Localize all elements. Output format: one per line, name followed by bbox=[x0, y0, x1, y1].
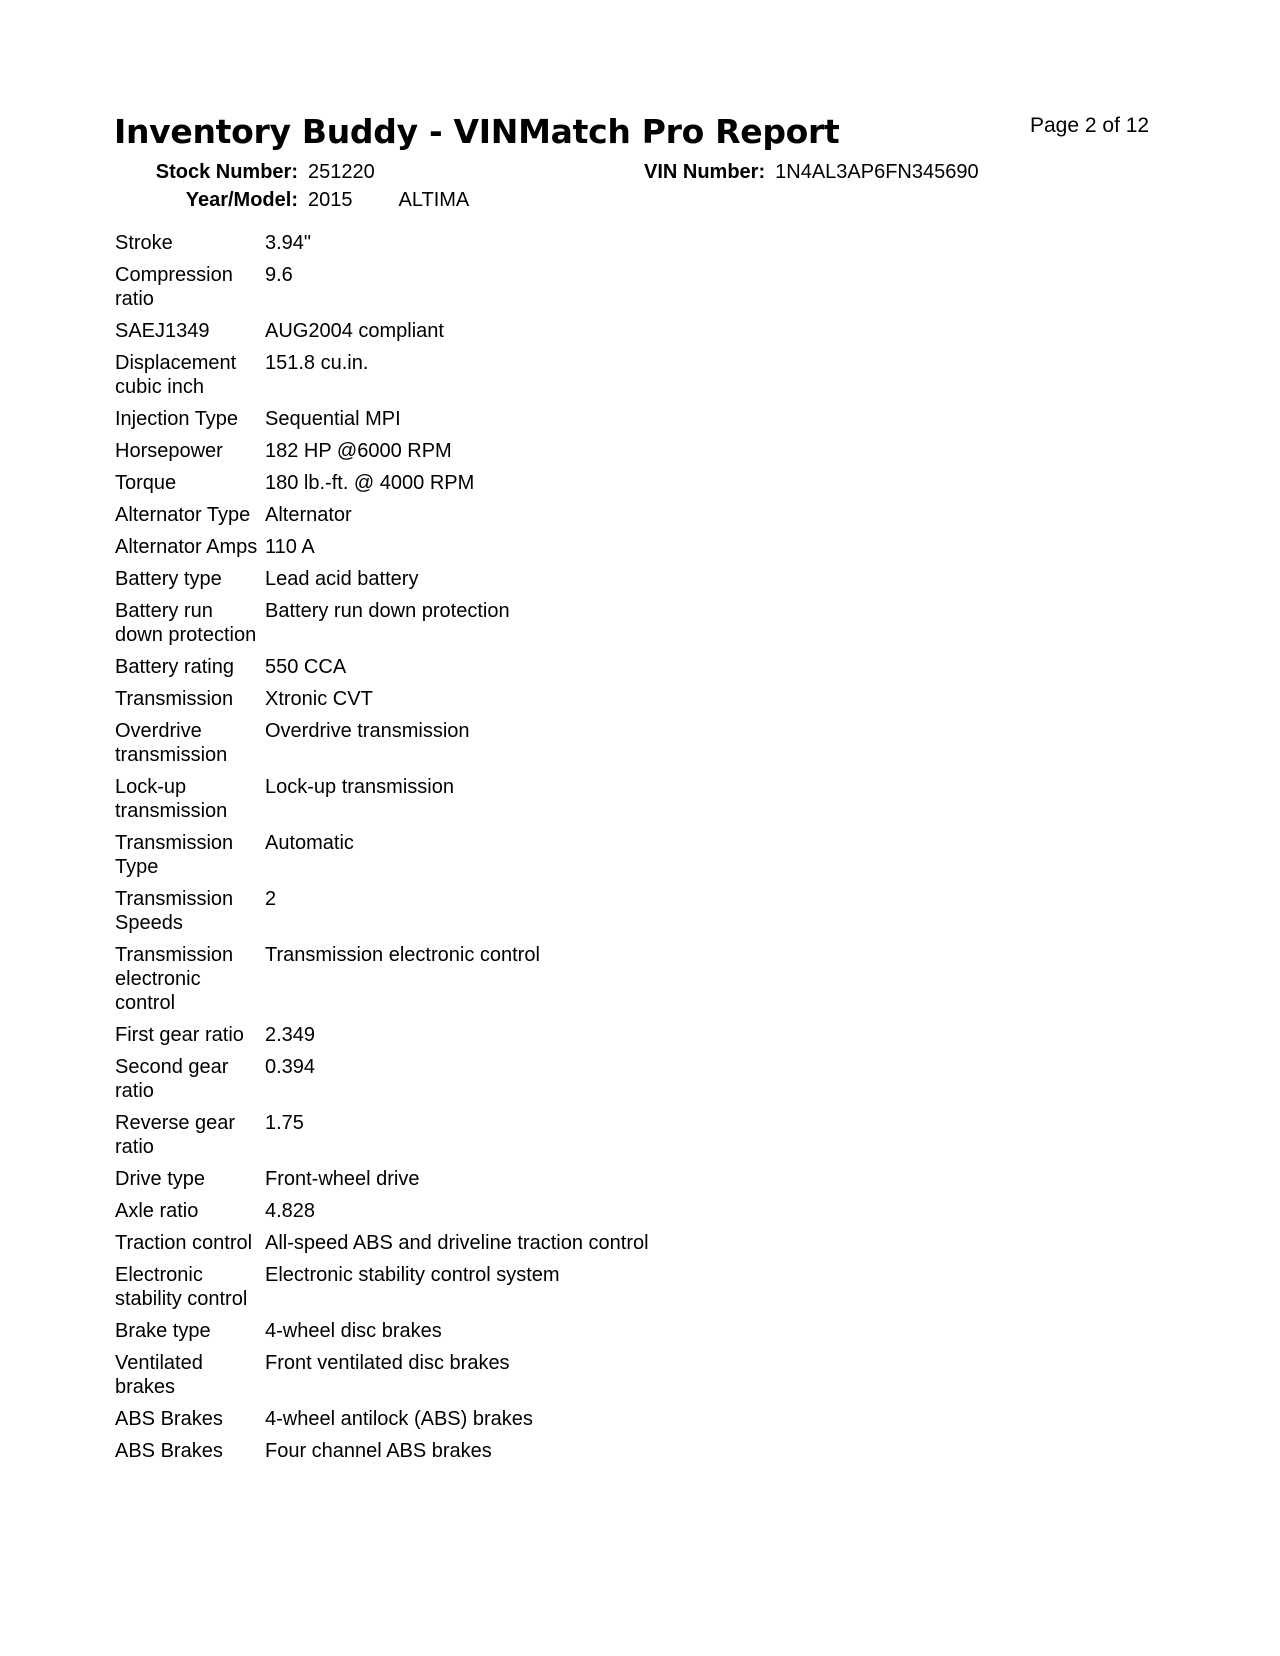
spec-row bbox=[115, 263, 649, 319]
spec-row bbox=[115, 1167, 649, 1199]
stock-number bbox=[154, 161, 375, 184]
spec-value: Front ventilated disc brakes bbox=[265, 1352, 510, 1374]
page-number: Page 2 of 12 bbox=[1030, 114, 1150, 137]
spec-row bbox=[115, 351, 649, 407]
spec-row bbox=[115, 719, 649, 775]
spec-value: 182 HP @6000 RPM bbox=[265, 440, 452, 462]
spec-label: Torque bbox=[115, 472, 177, 494]
spec-row bbox=[115, 1263, 649, 1319]
spec-label: ABS Brakes bbox=[115, 1440, 223, 1462]
spec-label: Drive type bbox=[115, 1168, 206, 1190]
spec-value: All-speed ABS and driveline traction control bbox=[265, 1232, 649, 1254]
spec-row bbox=[115, 687, 649, 719]
year-model bbox=[154, 189, 469, 212]
spec-label: Stroke bbox=[115, 232, 173, 254]
spec-value: 1.75 bbox=[265, 1112, 304, 1134]
spec-value: 0.394 bbox=[265, 1056, 316, 1078]
spec-label: Overdrive transmission bbox=[115, 720, 228, 766]
spec-label: Brake type bbox=[115, 1320, 211, 1342]
spec-value: 2.349 bbox=[265, 1024, 316, 1046]
spec-label: Ventilated brakes bbox=[115, 1352, 203, 1398]
spec-label: Transmission bbox=[115, 688, 234, 710]
stock-number-label: Stock Number: bbox=[155, 161, 298, 183]
spec-label: Traction control bbox=[115, 1232, 253, 1254]
spec-label: Axle ratio bbox=[115, 1200, 199, 1222]
spec-value: 4-wheel antilock (ABS) brakes bbox=[265, 1408, 533, 1430]
spec-value: Front-wheel drive bbox=[265, 1168, 420, 1190]
spec-value: 110 A bbox=[265, 536, 315, 558]
spec-value: Sequential MPI bbox=[265, 408, 401, 430]
spec-value: AUG2004 compliant bbox=[265, 320, 444, 342]
spec-value: 4.828 bbox=[265, 1200, 316, 1222]
spec-label: Lock-up transmission bbox=[115, 776, 228, 822]
spec-label: First gear ratio bbox=[115, 1024, 244, 1046]
spec-row bbox=[115, 1407, 649, 1439]
spec-label: Alternator Type bbox=[115, 504, 251, 526]
spec-label: Transmission electronic control bbox=[115, 944, 234, 1014]
spec-value: 9.6 bbox=[265, 264, 293, 286]
spec-table bbox=[115, 231, 649, 1471]
spec-row bbox=[115, 1439, 649, 1471]
spec-value: 180 lb.-ft. @ 4000 RPM bbox=[265, 472, 475, 494]
spec-table-body bbox=[115, 231, 649, 1471]
vin-number-value: 1N4AL3AP6FN345690 bbox=[775, 161, 979, 183]
stock-number-value: 251220 bbox=[308, 161, 375, 183]
spec-row bbox=[115, 1351, 649, 1407]
spec-label: Transmission Speeds bbox=[115, 888, 234, 934]
spec-label: Alternator Amps bbox=[115, 536, 258, 558]
spec-value: Transmission electronic control bbox=[265, 944, 540, 966]
spec-label: Displacement cubic inch bbox=[115, 352, 237, 398]
spec-label: Injection Type bbox=[115, 408, 239, 430]
spec-value: 4-wheel disc brakes bbox=[265, 1320, 442, 1342]
vin-number bbox=[644, 161, 979, 184]
spec-row bbox=[115, 1023, 649, 1055]
spec-value: Lock-up transmission bbox=[265, 776, 454, 798]
spec-row bbox=[115, 471, 649, 503]
spec-value: 151.8 cu.in. bbox=[265, 352, 369, 374]
spec-row bbox=[115, 503, 649, 535]
spec-row bbox=[115, 655, 649, 687]
report-title: Inventory Buddy - VINMatch Pro Report bbox=[114, 112, 840, 151]
spec-value: Lead acid battery bbox=[265, 568, 419, 590]
spec-value: Battery run down protection bbox=[265, 600, 510, 622]
spec-value: 550 CCA bbox=[265, 656, 347, 678]
spec-label: Transmission Type bbox=[115, 832, 234, 878]
spec-row bbox=[115, 535, 649, 567]
spec-row bbox=[115, 231, 649, 263]
spec-value: Alternator bbox=[265, 504, 352, 526]
spec-label: Electronic stability control bbox=[115, 1264, 248, 1310]
spec-value: Electronic stability control system bbox=[265, 1264, 560, 1286]
spec-row bbox=[115, 1199, 649, 1231]
spec-row bbox=[115, 567, 649, 599]
spec-row bbox=[115, 775, 649, 831]
year-value: 2015 bbox=[308, 189, 353, 211]
spec-row bbox=[115, 1055, 649, 1111]
vin-number-label: VIN Number: bbox=[644, 161, 766, 183]
spec-label: Horsepower bbox=[115, 440, 223, 462]
spec-row bbox=[115, 1319, 649, 1351]
spec-value: Overdrive transmission bbox=[265, 720, 470, 742]
spec-row bbox=[115, 599, 649, 655]
model-value: ALTIMA bbox=[398, 189, 470, 211]
spec-row bbox=[115, 407, 649, 439]
spec-row bbox=[115, 887, 649, 943]
spec-row bbox=[115, 1111, 649, 1167]
year-model-label: Year/Model: bbox=[185, 189, 298, 211]
spec-value: 3.94" bbox=[265, 232, 312, 254]
spec-label: Battery type bbox=[115, 568, 222, 590]
spec-label: Battery rating bbox=[115, 656, 234, 678]
spec-label: ABS Brakes bbox=[115, 1408, 223, 1430]
spec-row bbox=[115, 319, 649, 351]
spec-label: SAEJ1349 bbox=[115, 320, 210, 342]
spec-row bbox=[115, 943, 649, 1023]
spec-label: Battery run down protection bbox=[115, 600, 257, 646]
spec-label: Reverse gear ratio bbox=[115, 1112, 236, 1158]
spec-row bbox=[115, 439, 649, 471]
spec-value: Four channel ABS brakes bbox=[265, 1440, 492, 1462]
spec-value: Automatic bbox=[265, 832, 354, 854]
spec-value: Xtronic CVT bbox=[265, 688, 373, 710]
spec-label: Compression ratio bbox=[115, 264, 233, 310]
spec-row bbox=[115, 831, 649, 887]
spec-row bbox=[115, 1231, 649, 1263]
spec-value: 2 bbox=[265, 888, 277, 910]
spec-label: Second gear ratio bbox=[115, 1056, 229, 1102]
